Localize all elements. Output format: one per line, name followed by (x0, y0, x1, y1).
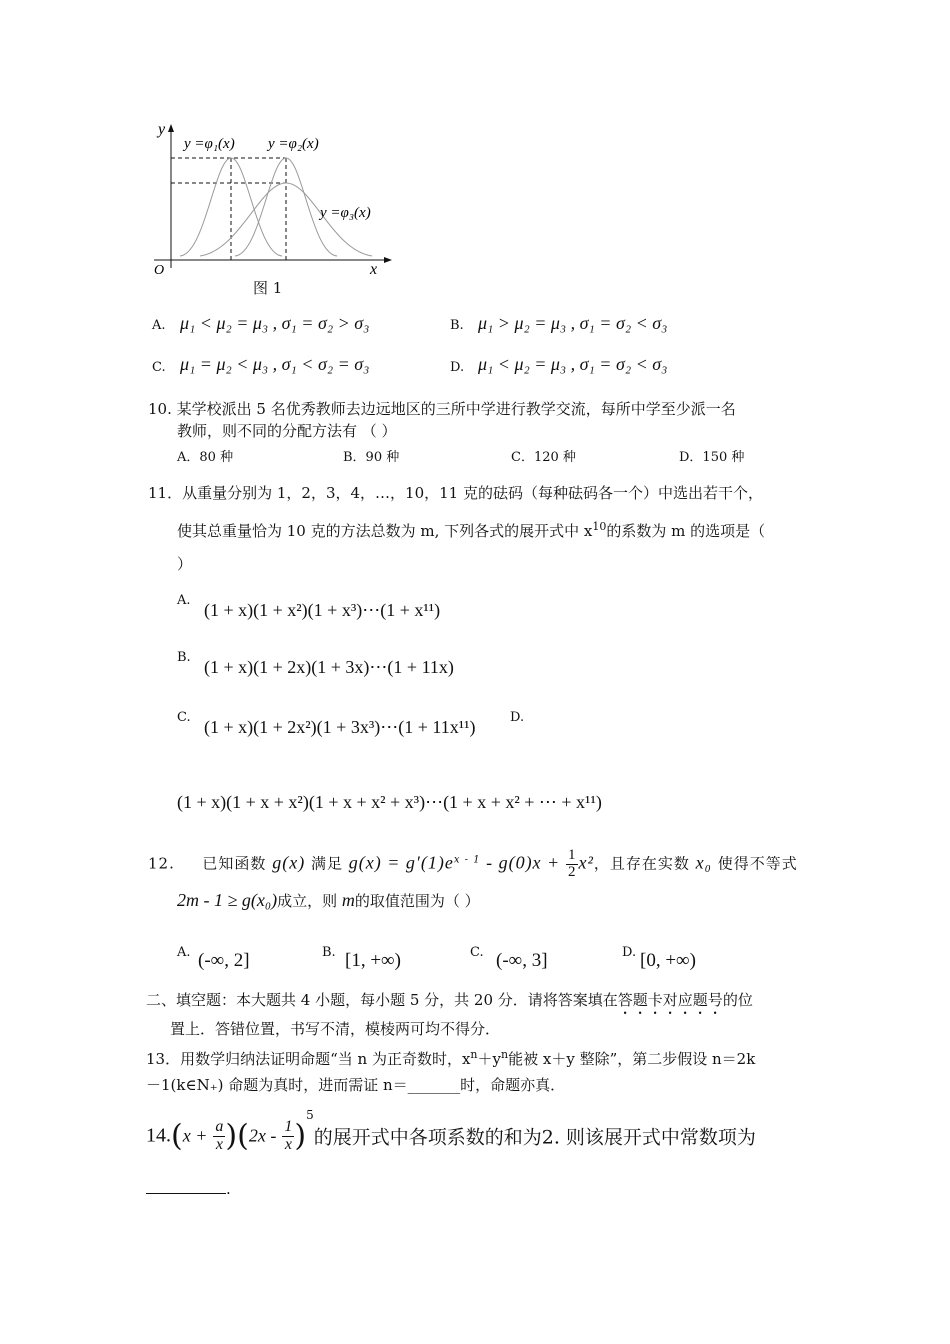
q14-exponent: 5 (306, 1108, 314, 1122)
q11-option-a-label: A. (177, 593, 191, 608)
q9-option-c-label: C. (152, 360, 166, 375)
q10-option-a: A．80 种 (177, 450, 234, 465)
q11-line2-a: 使其总重量恰为 10 克的方法总数为 m, 下列各式的展开式中 x (177, 522, 593, 540)
q12-number: 12. (148, 854, 175, 873)
q12-option-b: [1, +∞) (345, 950, 401, 971)
q12-inequality: 2m - 1 ≥ g(x₀) (177, 890, 278, 910)
q12-equation-mid: - g(0)x + (480, 852, 561, 873)
q11-line2 (177, 520, 765, 541)
q13-line2: －1(k∈N₊) 命题为真时，进而需证 n＝_______时，命题亦真． (146, 1076, 566, 1094)
q12-line2 (177, 890, 480, 911)
curve1-label: y =φ₁(x) (184, 136, 235, 152)
q10-option-b: B．90 种 (343, 450, 400, 465)
q12-line1 (148, 848, 798, 881)
section2-line1-emphasis: 答题卡对应题号 (617, 991, 723, 1009)
q14-answer-line (146, 1180, 231, 1198)
q12-frac-den: 2 (567, 863, 577, 880)
q11-line2-sup: 10 (592, 520, 607, 533)
q11-option-c: (1 + x)(1 + 2x²)(1 + 3x³)⋯(1 + 11x¹¹) (204, 717, 476, 737)
q12-text-1: 已知函数 (202, 854, 267, 873)
q11-option-a: (1 + x)(1 + x²)(1 + x³)⋯(1 + x¹¹) (204, 600, 441, 620)
q12-option-b-label: B. (322, 945, 336, 960)
q12-text-5: 成立，则 (277, 892, 338, 910)
curve3-label: y =φ₃(x) (320, 205, 371, 221)
q9-option-b: μ₁ > μ₂ = μ₃ , σ₁ = σ₂ < σ₃ (478, 313, 668, 333)
q13-sup2: n (501, 1048, 509, 1061)
section2-line1-a: 二、填空题：本大题共 4 小题，每小题 5 分，共 20 分．请将答案填在 (146, 991, 618, 1009)
q12-text-6: 的取值范围为（ ） (354, 892, 480, 910)
section2-line2: 置上．答错位置，书写不清，模棱两可均不得分． (170, 1020, 501, 1038)
q12-frac-num: 1 (567, 847, 577, 863)
q11-line1: 11．从重量分别为 1，2，3，4，…，10，11 克的砝码（每种砝码各一个）中选出若干个， (148, 484, 763, 502)
q12-option-a-label: A. (177, 945, 191, 960)
q12-g: g(x) (272, 852, 306, 873)
q13-line1-a: 13．用数学归纳法证明命题“当 n 为正奇数时，x (146, 1050, 471, 1068)
q14-answer-blank[interactable] (146, 1193, 226, 1194)
q14-text: 的展开式中各项系数的和为2. 则该展开式中常数项为 (313, 1126, 756, 1149)
section2-line1-c: 的位 (722, 991, 753, 1009)
section2-line1 (146, 989, 753, 1018)
q9-option-d-label: D. (450, 360, 465, 375)
q14-fraction-2 (282, 1119, 294, 1154)
q12-m: m (341, 890, 355, 910)
curve2-label: y =φ₂(x) (268, 136, 319, 152)
q14-frac1-num: a (215, 1117, 224, 1135)
q12-fraction (566, 848, 579, 881)
q11-option-b-label: B. (177, 650, 191, 665)
q14-frac1-den: x (215, 1135, 223, 1153)
q12-equation-left: g(x) = g′(1)e (348, 852, 454, 873)
q9-option-a: μ₁ < μ₂ = μ₃ , σ₁ = σ₂ > σ₃ (180, 313, 370, 333)
q14-fraction-1 (213, 1119, 225, 1154)
q11-option-b: (1 + x)(1 + 2x)(1 + 3x)⋯(1 + 11x) (204, 657, 454, 677)
origin-label: O (154, 263, 165, 278)
axis-x-label: x (370, 261, 378, 278)
q14-line: 14.(x + $\frac{a}{x}$ )(2x - $\frac{1}{x}$ )$^5$的展开式中各项系数的和为2. 则该展开式中常数项为 (146, 1108, 756, 1154)
q11-option-c-label: C. (177, 710, 191, 725)
q11-option-d-label: D. (510, 710, 525, 725)
q11-line2-b: 的系数为 m 的选项是（ (606, 522, 766, 540)
q9-option-c: μ₁ = μ₂ < μ₃ , σ₁ < σ₂ = σ₃ (180, 354, 370, 374)
q12-option-a: (-∞, 2] (198, 950, 250, 971)
q14-frac2-den: x (284, 1135, 292, 1153)
x-axis-arrow (384, 257, 392, 263)
q10-option-d: D．150 种 (679, 450, 745, 465)
q9-option-d: μ₁ < μ₂ = μ₃ , σ₁ = σ₂ < σ₃ (478, 354, 668, 374)
q12-option-c: (-∞, 3] (496, 950, 548, 971)
q10-line2: 教师，则不同的分配方法有 （ ） (177, 422, 397, 440)
q14-expr2: 2x - (248, 1125, 277, 1146)
axis-y-label: y (158, 121, 166, 138)
q10-option-c: C．120 种 (511, 450, 576, 465)
q12-equation-tail: x² (578, 852, 594, 873)
q14-frac2-num: 1 (284, 1117, 293, 1135)
q13-sup1: n (470, 1048, 478, 1061)
q12-text-4: 使得不等式 (717, 854, 798, 873)
q9-option-b-label: B. (450, 318, 464, 333)
y-axis-arrow (168, 124, 174, 132)
q13-line1-b: 能被 x＋y 整除”，第二步假设 n＝2k (508, 1050, 756, 1068)
q14-number: 14. (146, 1124, 171, 1147)
q10-line1: 10. 某学校派出 5 名优秀教师去边远地区的三所中学进行教学交流，每所中学至少派一名 (148, 400, 736, 418)
q11-option-d: (1 + x)(1 + x + x²)(1 + x + x² + x³)⋯(1 + x + x² + ⋯ + x¹¹) (177, 792, 602, 812)
q14-tail: . (226, 1180, 231, 1198)
normal-curves-figure (140, 118, 400, 283)
q9-option-a-label: A. (152, 318, 166, 333)
q11-line3: ） (177, 555, 193, 573)
q12-text-3: ，且存在实数 (593, 854, 690, 873)
q12-equation-exp: x - 1 (453, 854, 481, 866)
figure-caption: 图 1 (253, 279, 283, 297)
q12-option-d-label: D. (622, 945, 637, 960)
q12-option-c-label: C. (470, 945, 484, 960)
q13-line1 (146, 1048, 755, 1069)
q14-expr1: x + (182, 1125, 208, 1146)
q12-x0: x₀ (695, 852, 712, 873)
q12-option-d: [0, +∞) (640, 950, 696, 971)
q12-text-2: 满足 (310, 854, 343, 873)
q13-mid1: ＋y (477, 1050, 501, 1068)
